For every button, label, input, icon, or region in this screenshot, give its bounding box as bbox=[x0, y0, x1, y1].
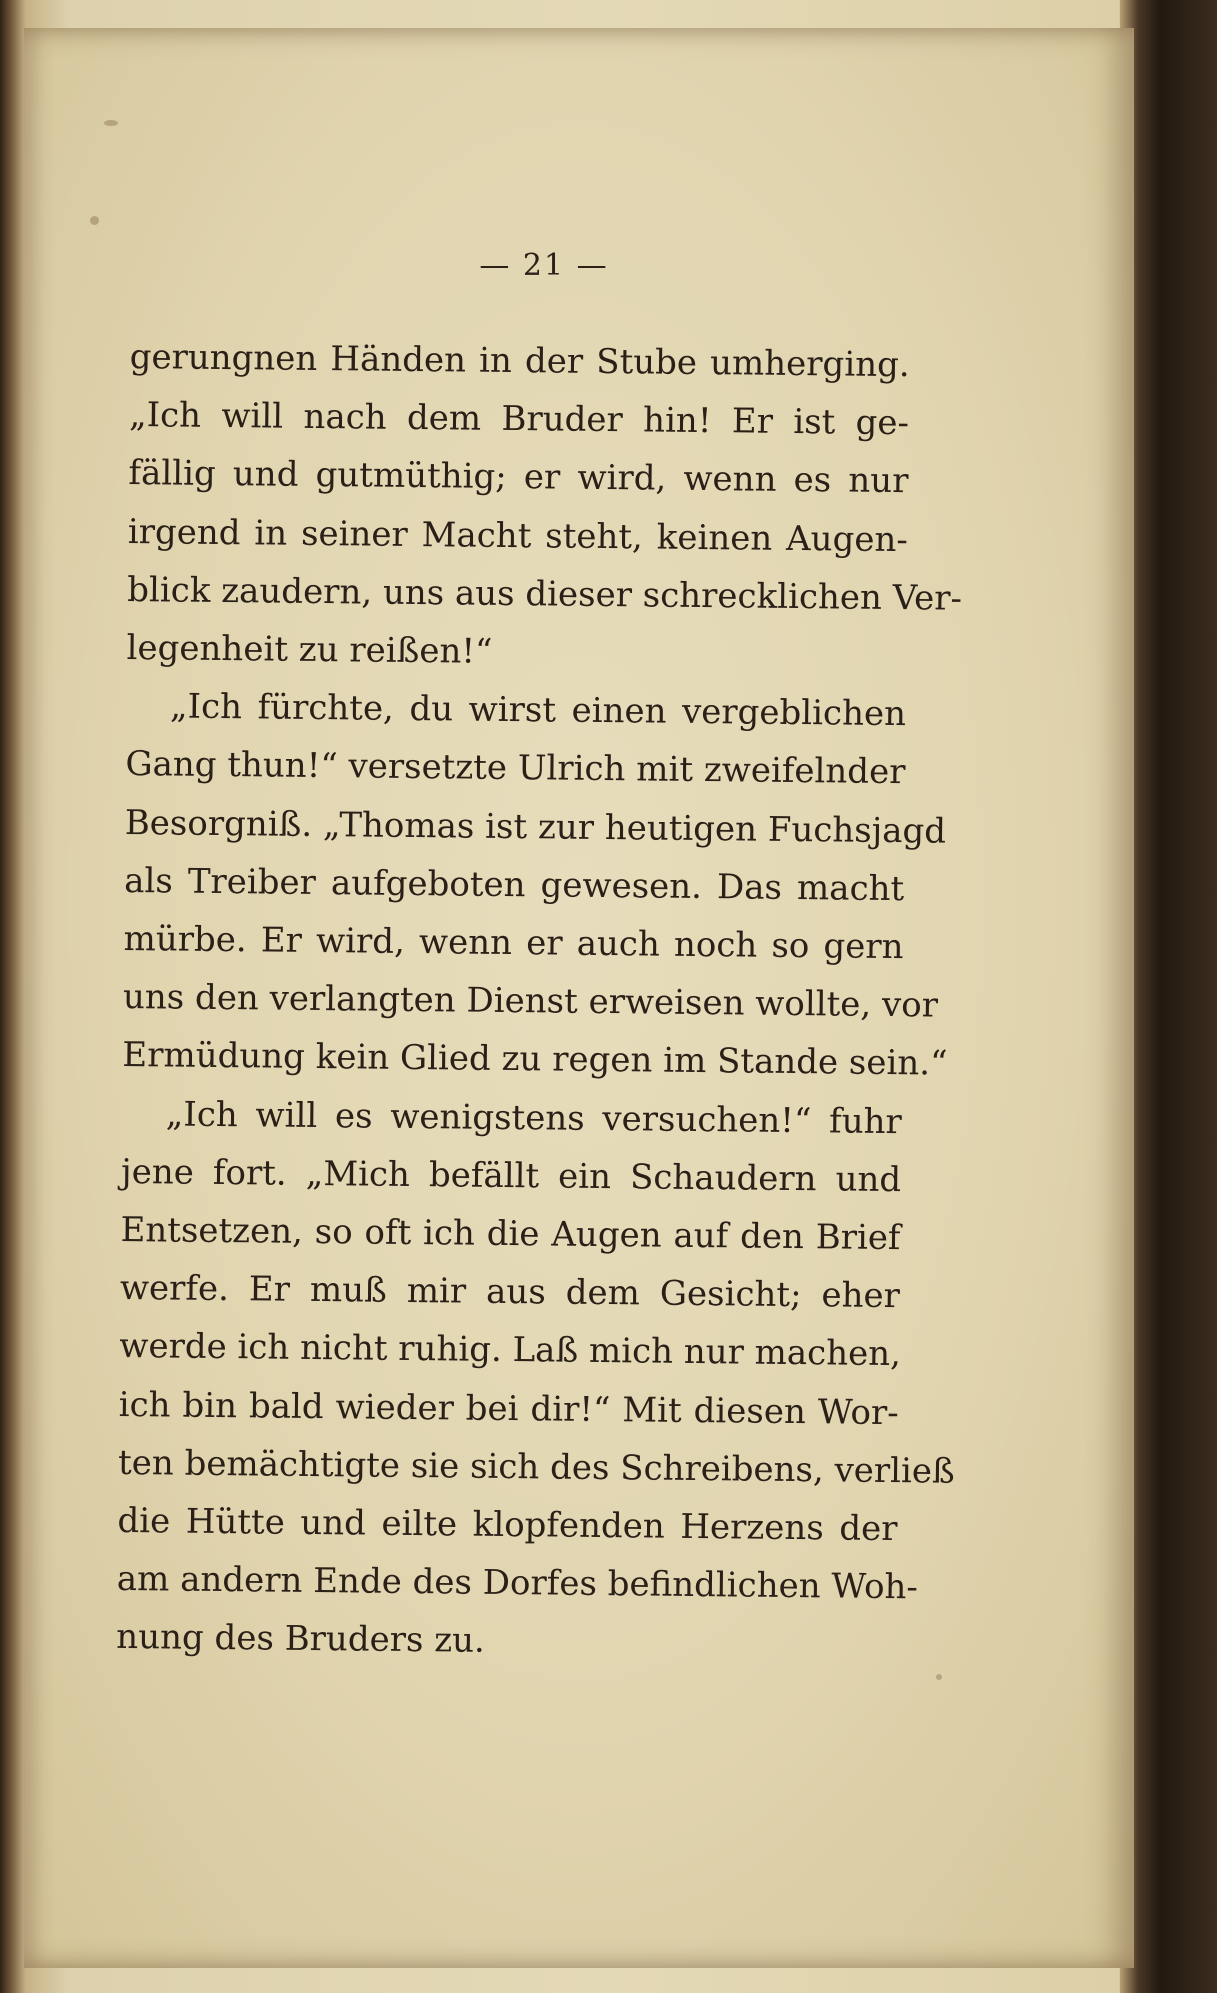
text-line: ich bin bald wieder bei dir!“ Mit diesen Wor- bbox=[118, 1384, 899, 1433]
text-line: „Ich will es wenigstens versuchen!“ fuhr bbox=[165, 1094, 902, 1142]
text-line: mürbe. Er wird, wenn er auch noch so gern bbox=[123, 918, 904, 968]
book-page bbox=[24, 28, 1134, 1968]
text-line: fällig und gutmüthig; er wird, wenn es nur bbox=[128, 453, 909, 502]
text-line: Ermüdung kein Glied zu regen im Stande sein.“ bbox=[122, 1035, 948, 1085]
text-line: gerungnen Händen in der Stube umherging. bbox=[129, 336, 910, 386]
text-line: ten bemächtigte sie sich des Schreibens, verließ bbox=[117, 1442, 955, 1492]
text-line: irgend in seiner Macht steht, keinen Augen- bbox=[127, 511, 909, 560]
text-line: „Ich fürchte, du wirst einen vergeblichen bbox=[169, 686, 907, 735]
text-line: jene fort. „Mich befällt ein Schaudern und bbox=[120, 1151, 902, 1200]
page-number: — 21 — bbox=[479, 248, 609, 283]
body-text bbox=[116, 328, 963, 1675]
paper-stain bbox=[104, 120, 118, 126]
text-line: „Ich will nach dem Bruder hin! Er ist ge- bbox=[128, 395, 910, 444]
text-line: legenheit zu reißen!“ bbox=[126, 627, 493, 672]
text-line: Besorgniß. „Thomas ist zur heutigen Fuchsjagd bbox=[124, 802, 947, 852]
text-line: Gang thun!“ versetzte Ulrich mit zweifelnder bbox=[125, 744, 906, 793]
text-line: am andern Ende des Dorfes befindlichen Woh- bbox=[116, 1559, 919, 1608]
text-line: nung des Bruders zu. bbox=[116, 1617, 486, 1662]
text-line: die Hütte und eilte klopfenden Herzens der bbox=[117, 1500, 898, 1550]
text-line: werde ich nicht ruhig. Laß mich nur machen, bbox=[119, 1326, 902, 1375]
text-line: uns den verlangten Dienst erweisen wollte, vor bbox=[122, 977, 939, 1026]
text-line: blick zaudern, uns aus dieser schrecklichen Ver- bbox=[127, 569, 963, 619]
text-line: Entsetzen, so oft ich die Augen auf den Brief bbox=[120, 1209, 901, 1259]
text-line: als Treiber aufgeboten gewesen. Das macht bbox=[124, 860, 905, 909]
paper-stain bbox=[90, 216, 99, 225]
text-line: werfe. Er muß mir aus dem Gesicht; eher bbox=[119, 1268, 901, 1317]
paper-stain bbox=[936, 1674, 942, 1680]
